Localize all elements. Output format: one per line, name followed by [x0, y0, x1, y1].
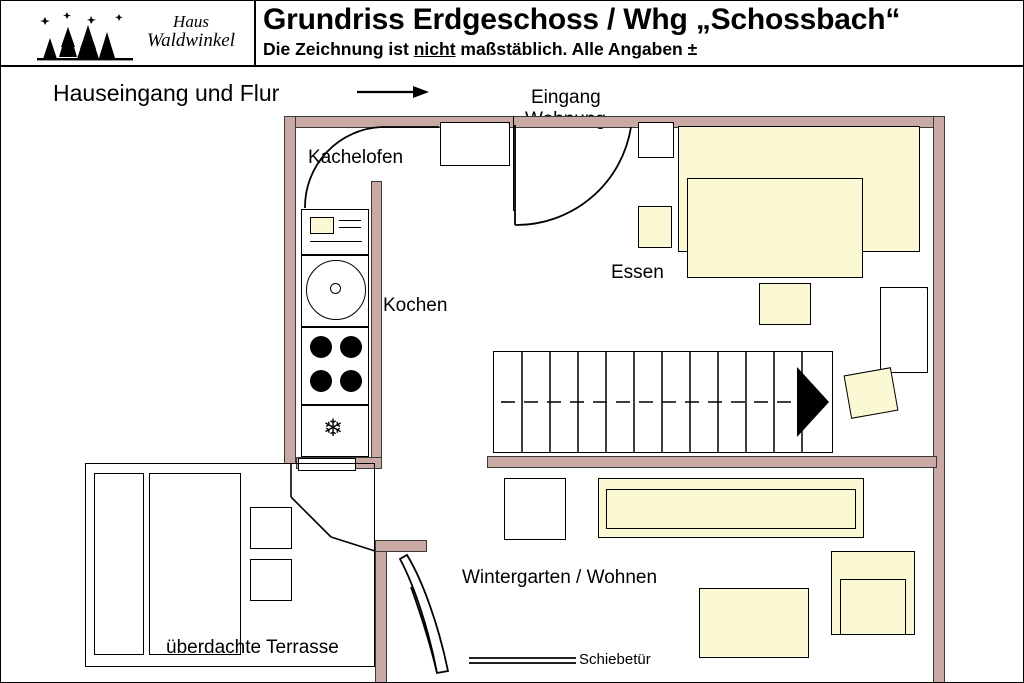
armchair-right [844, 367, 899, 419]
burner-3 [310, 370, 332, 392]
sliding-door [469, 658, 576, 663]
window-top-small [638, 122, 674, 158]
subtitle-emphasis: nicht [413, 39, 456, 59]
burner-1 [310, 336, 332, 358]
subtitle-part-1: Die Zeichnung ist [263, 39, 414, 59]
oven-display [310, 217, 334, 234]
oven-handle [310, 240, 362, 242]
wall-conservatory-topleft [375, 540, 427, 552]
staircase [493, 351, 833, 453]
wall-right [933, 116, 945, 683]
terrace-bed-right [149, 473, 241, 655]
header-divider [254, 1, 256, 67]
label-covered-terrace: überdachte Terrasse [166, 637, 339, 658]
floorplan-drawing [1, 67, 1024, 682]
terrace-bed-left [94, 473, 144, 655]
logo-block [31, 5, 246, 63]
header [1, 1, 1024, 67]
oven-line-1 [339, 219, 361, 221]
label-conservatory: Wintergarten / Wohnen [462, 567, 658, 588]
fir-trees-icon [37, 9, 133, 61]
dining-chair-left [638, 206, 672, 248]
page-subtitle [263, 39, 697, 60]
burner-2 [340, 336, 362, 358]
terrace-stool-1 [250, 507, 292, 549]
door-arc-entrance [515, 125, 631, 225]
armchair-lower-right-inner [840, 579, 906, 635]
coffee-table [699, 588, 809, 658]
sink-drain [330, 283, 341, 294]
subtitle-part-2: maßstäblich. Alle Angaben ± [455, 39, 698, 59]
wall-left-kitchen [284, 116, 296, 464]
arrow-right-icon [357, 86, 429, 98]
label-dining: Essen [611, 262, 664, 283]
conservatory-side-table [504, 478, 566, 540]
wall-kitchen-partition [371, 181, 382, 464]
window-right [880, 287, 928, 373]
logo-line-1: Haus [173, 12, 209, 31]
burner-4 [340, 370, 362, 392]
logo-line-2: Waldwinkel [147, 29, 235, 51]
label-apartment-entrance-line1: Eingang [531, 87, 601, 108]
logo-wordmark [135, 13, 247, 51]
label-entrance-hall: Hauseingang und Flur [53, 80, 280, 106]
sofa-inner [606, 489, 856, 529]
dining-table [687, 178, 863, 278]
snowflake-glyph: ❄ [323, 415, 344, 442]
wall-mid-horizontal [487, 456, 937, 468]
dining-chair-bottom [759, 283, 811, 325]
wall-entrance-jamb [513, 116, 515, 211]
label-kitchen: Kochen [383, 295, 448, 316]
label-tiled-stove: Kachelofen [308, 147, 404, 168]
label-sliding-door: Schiebetür [579, 651, 651, 668]
page-title: Grundriss Erdgeschoss / Whg „Schossbach“ [263, 3, 901, 36]
door-leaf-conservatory [400, 555, 448, 673]
oven-line-2 [339, 226, 361, 228]
window-top-left [440, 122, 510, 166]
wall-conservatory-left [375, 540, 387, 683]
terrace-stool-2 [250, 559, 292, 601]
